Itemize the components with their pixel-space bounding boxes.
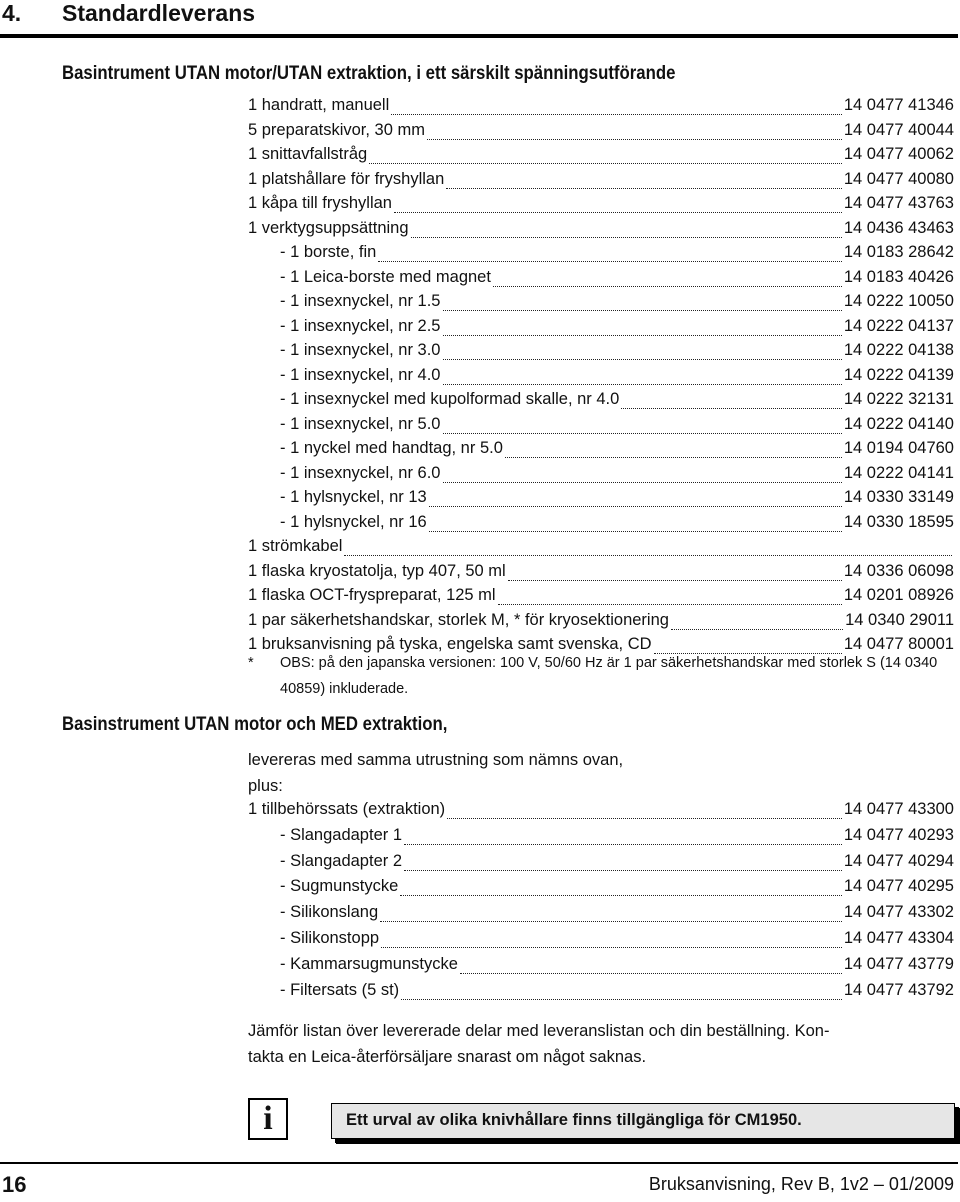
item-label: - 1 insexnyckel, nr 1.5 [280,292,441,310]
chapter-title: Standardleverans [62,0,256,26]
list-item [248,292,954,316]
item-number: 14 0194 04760 [843,439,954,457]
item-number: 14 0222 32131 [843,390,954,408]
section1-heading [62,62,775,85]
list-item [248,955,954,979]
list-item [248,219,954,243]
list-item [248,121,954,145]
item-label: 1 strömkabel [248,537,343,555]
item-label: 1 tillbehörssats (extraktion) [248,800,446,818]
item-number: 14 0477 43304 [843,929,954,947]
dot-leader [404,869,842,871]
item-number: 14 0436 43463 [843,218,954,237]
item-label: 1 snittavfallstråg [248,145,368,163]
item-label: - 1 insexnyckel, nr 5.0 [280,414,441,433]
item-label: 1 flaska kryostatolja, typ 407, 50 ml [248,561,506,580]
item-number: 14 0477 43779 [843,954,954,973]
item-number: 14 0477 40293 [843,825,954,844]
item-label: - Filtersats (5 st) [280,980,400,999]
item-number: 14 0477 40080 [843,169,954,188]
item-label: - Silikonslang [280,903,379,922]
item-label: - 1 insexnyckel, nr 3.0 [280,341,441,359]
list-item [248,96,954,120]
item-number: 14 0222 04137 [843,316,954,335]
list-item [248,513,954,537]
item-label: - 1 insexnyckel, nr 6.0 [280,463,441,482]
item-label: - 1 hylsnyckel, nr 16 [280,512,427,531]
item-label: - 1 nyckel med handtag, nr 5.0 [280,439,503,457]
dot-leader [427,138,842,140]
list-item [248,268,954,292]
item-number: 14 0183 40426 [843,267,954,286]
chapter-number: 4. [2,0,22,26]
item-label: 1 kåpa till fryshyllan [248,194,392,212]
note-marker: * [248,655,254,671]
list-item [248,826,954,850]
item-label: 1 handratt, manuell [248,96,390,114]
list-item [248,800,954,824]
item-number: 14 0330 18595 [843,512,954,531]
item-label: 1 bruksanvisning på tyska, engelska samt svenska, CD [248,635,652,653]
item-label: 1 verktygsuppsättning [248,218,409,237]
dot-leader [498,603,842,605]
list-item [248,586,954,610]
item-label: - Kammarsugmunstycke [280,954,458,973]
dot-leader [429,505,842,507]
item-number: 14 0201 08926 [843,586,954,604]
item-number: 14 0222 04141 [843,463,954,482]
item-number: 14 0330 33149 [843,488,954,506]
list-item [248,488,954,512]
list-item [248,903,954,927]
page-number: 16 [2,1172,27,1197]
item-label: 1 par säkerhetshandskar, storlek M, * för kryosektionering [248,610,669,629]
section1-heading-text: Basintrument UTAN motor/UTAN extraktion, i ett särskilt spänningsutförande [62,62,676,84]
item-label: 1 flaska OCT-fryspreparat, 125 ml [248,586,496,604]
list-item [248,341,954,365]
list-item [248,366,954,390]
item-number: 14 0222 10050 [843,292,954,310]
closing-line-1: Jämför listan över levererade delar med leveranslistan och din beställning. Kon- [248,1022,830,1040]
list-item [248,464,954,488]
item-label: 5 preparatskivor, 30 mm [248,120,425,139]
item-label: - 1 Leica-borste med magnet [280,267,491,286]
dot-leader [443,432,842,434]
dot-leader [344,554,952,556]
dot-leader [429,530,842,532]
item-number: 14 0477 43300 [843,800,954,818]
info-box [331,1103,955,1139]
dot-leader [400,894,842,896]
item-number: 14 0336 06098 [843,561,954,580]
dot-leader [411,236,842,238]
dot-leader [401,998,842,1000]
item-number: 14 0222 04138 [843,341,954,359]
item-label: - Slangadapter 1 [280,825,403,844]
item-number: 14 0477 43763 [843,194,954,212]
dot-leader [505,456,842,458]
dot-leader [446,187,842,189]
item-number: 14 0222 04140 [843,414,954,433]
list-item [248,390,954,414]
dot-leader [394,211,842,213]
item-label: - 1 insexnyckel, nr 2.5 [280,316,441,335]
item-number: 14 0477 40294 [843,851,954,870]
dot-leader [443,383,842,385]
item-number: 14 0183 28642 [843,243,954,261]
list-item [248,981,954,1005]
list-item [248,439,954,463]
item-label: - Slangadapter 2 [280,851,403,870]
info-text: Ett urval av olika knivhållare finns tillgängliga för CM1950. [346,1111,802,1129]
list-item [248,877,954,901]
dot-leader [443,481,842,483]
item-label: - 1 insexnyckel med kupolformad skalle, nr 4.0 [280,390,620,408]
list-item [248,852,954,876]
dot-leader [369,162,842,164]
dot-leader [381,946,842,948]
item-label: - 1 hylsnyckel, nr 13 [280,488,427,506]
item-number: 14 0340 29011 [845,610,954,629]
list-item [248,194,954,218]
item-label: - Silikonstopp [280,929,380,947]
item-label: 1 platshållare för fryshyllan [248,169,445,188]
dot-leader [671,628,843,630]
note-text: OBS: på den japanska versionen: 100 V, 50/60 Hz är 1 par säkerhetshandskar med storlek S (14 0340 40859) inkluderade. [280,655,938,697]
list-item [248,145,954,169]
footer-rule [0,1162,958,1164]
item-label: - Sugmunstycke [280,877,399,896]
item-label: - 1 insexnyckel, nr 4.0 [280,365,441,384]
dot-leader [443,334,842,336]
document-reference: Bruksanvisning, Rev B, 1v2 – 01/2009 [648,1174,954,1194]
dot-leader [460,972,842,974]
item-number: 14 0477 40062 [843,145,954,163]
dot-leader [493,285,842,287]
dot-leader [378,260,842,262]
dot-leader [621,407,842,409]
dot-leader [443,358,842,360]
dot-leader [447,817,842,819]
item-number: 14 0477 41346 [843,96,954,114]
list-item [248,611,954,635]
list-item [248,415,954,439]
section2-intro-1: levereras med samma utrustning som nämns ovan, [248,751,624,769]
dot-leader [443,309,842,311]
item-number: 14 0477 43792 [843,980,954,999]
section2-heading-text: Basinstrument UTAN motor och MED extraktion, [62,713,448,735]
header-rule [0,34,958,38]
dot-leader [404,843,842,845]
list-item [248,929,954,953]
dot-leader [508,579,842,581]
item-number: 14 0477 40044 [843,120,954,139]
item-number: 14 0477 40295 [843,877,954,896]
item-number: 14 0477 80001 [843,635,954,653]
item-label: - 1 borste, fin [280,243,377,261]
list-item [248,317,954,341]
item-number: 14 0477 43302 [843,903,954,922]
item-number: 14 0222 04139 [843,365,954,384]
info-icon: i [248,1098,288,1140]
list-item [248,170,954,194]
dot-leader [391,113,842,115]
section2-heading [62,713,510,736]
section2-intro-2: plus: [248,777,283,795]
closing-line-2: takta en Leica-återförsäljare snarast om något saknas. [248,1048,647,1066]
dot-leader [380,920,842,922]
list-item [248,562,954,586]
list-item [248,243,954,267]
list-item [248,537,954,561]
